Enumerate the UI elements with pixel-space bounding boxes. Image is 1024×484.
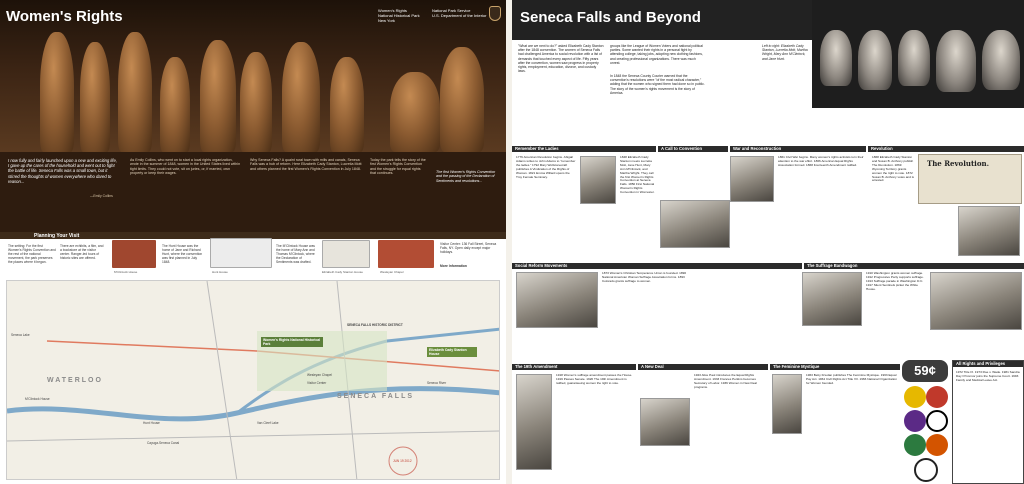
- library-stamp-date: JUN 19 2012: [393, 459, 412, 463]
- page-title: Women's Rights: [6, 8, 123, 25]
- building-caption: Wesleyan Chapel: [380, 270, 404, 274]
- visit-text: There are exhibits, a film, and a bookstore at the visitor center. Ranger-led tours of historic sites are offered.: [60, 244, 104, 261]
- timeline-text: 1918 Women's suffrage amendment passes the House. 1919 Passes Senate. 1920 The 19th Amendment is ratified, guaranteeing women the right to vote.: [556, 373, 633, 385]
- visit-text: The Hunt House was the home of Jane and Richard Hunt, where the convention was first planned in July 1848.: [162, 244, 203, 265]
- founders-portrait-strip: [812, 0, 1024, 108]
- statue-figure: [118, 32, 152, 152]
- park-meta-line: National Historical Park: [378, 13, 420, 18]
- protest-photo: [930, 272, 1022, 330]
- statue-figure: [440, 47, 484, 152]
- map-label: Cayuga-Seneca Canal: [147, 441, 180, 445]
- timeline-text: 1848 Elizabeth Cady Stanton meets Lucretia Mott, Jane Hunt, Mary Ann M'Clintock, and Martha Wright. They call the first Women's Rights Convention at Seneca Falls. 1850 First National Woman's Rights Convention in Worcester.: [620, 155, 655, 195]
- map-town-waterloo: WATERLOO: [47, 377, 103, 384]
- button-badge: [926, 434, 948, 456]
- timeline-text: 1873 Woman's Christian Temperance Union is founded. 1890 National American Woman Suffrage Association forms. 1893 Colorado grants suffrage to women.: [602, 271, 687, 283]
- visit-text: Visitor Center: 136 Fall Street, Seneca Falls, NY. Open daily except major holidays.: [440, 242, 497, 255]
- section-war-reconstruction: War and Reconstruction: [730, 146, 866, 152]
- section-remember-ladies: Remember the Ladies: [512, 146, 656, 152]
- button-badge: [904, 434, 926, 456]
- road-line: [7, 431, 500, 441]
- building-caption: Hunt House: [212, 270, 228, 274]
- statue-figure: [200, 40, 236, 152]
- button-badge: [914, 458, 938, 482]
- section-feminine-mystique: The Feminine Mystique: [770, 364, 900, 370]
- timeline-text: 1868 Elizabeth Cady Stanton and Susan B. Anthony publish The Revolution. 1869 Wyoming Territory grants women the right to vote. 1872 Susan B. Anthony votes and is arrested.: [872, 155, 914, 183]
- portrait: [820, 30, 852, 86]
- timeline-text: 1972 Title IX. 1973 Roe v. Wade. 1981 Sandra Day O'Connor joins the Supreme Court. 1993 Family and Medical Leave Act.: [956, 370, 1020, 382]
- section-call-to-convention: A Call to Convention: [658, 146, 728, 152]
- reform-photo: [516, 272, 598, 328]
- intro-text: Today the park tells the story of the first Women's Rights Convention and the struggle for equal rights that continues.: [370, 158, 426, 176]
- rights-box: [952, 360, 1024, 484]
- statue-figure: [240, 52, 272, 152]
- intro-text: As Emily Collins, who went on to start a local rights organization, wrote in the summer of 1848, women in the United States lived within tight limits. They could not vote, sit on juries, or, if married, own property or keep their wages.: [130, 158, 241, 176]
- map-town-seneca-falls: SENECA FALLS: [337, 393, 415, 400]
- intro-section: [0, 152, 506, 232]
- park-meta-line: Women's Rights: [378, 8, 407, 13]
- hunt-house-illustration: [210, 238, 272, 268]
- agency-meta-line: National Park Service: [432, 8, 471, 13]
- button-badge: [904, 410, 926, 432]
- map-tag-historic: SENECA FALLS HISTORIC DISTRICT: [347, 323, 403, 327]
- map-label: Seneca River: [427, 381, 447, 385]
- agency-meta: [432, 8, 486, 18]
- map-label: Hunt House: [143, 421, 160, 425]
- badge-59-cents: [902, 360, 948, 382]
- map-label: Visitor Center: [307, 381, 327, 385]
- map-tag-park: Women's Rights National Historical Park: [261, 337, 323, 347]
- agency-meta-line: U.S. Department of the Interior: [432, 13, 487, 18]
- side-quote: The first Women's Rights Convention and the passing of the Declaration of Sentiments and resolutions...: [436, 170, 496, 183]
- left-panel: [0, 0, 506, 484]
- section-19th-amendment: The 19th Amendment: [512, 364, 636, 370]
- seneca-river-path: [7, 389, 500, 419]
- portrait-photo: [730, 156, 774, 202]
- nps-arrowhead-icon: [489, 6, 501, 21]
- portrait: [858, 30, 892, 90]
- timeline-text: 1923 Alice Paul introduces the Equal Rights Amendment. 1933 Frances Perkins becomes Secretary of Labor. 1936 Women in New Deal programs.: [694, 373, 757, 389]
- portrait: [936, 30, 976, 92]
- more-info-heading: More Information: [440, 264, 467, 268]
- map-label: M'Clintock House: [25, 397, 50, 401]
- section-new-deal: A New Deal: [638, 364, 768, 370]
- portrait-caption: Left to right: Elizabeth Cady Stanton, Lucretia Mott, Martha Wright, Mary Ann M'Clintock, and Jane Hunt.: [762, 44, 808, 61]
- right-page-title: Seneca Falls and Beyond: [520, 9, 701, 26]
- badge-59-text: 59¢: [914, 363, 936, 378]
- visit-text: The M'Clintock House was the home of Mary Ann and Thomas M'Clintock, where the Declaration of Sentiments was drafted.: [276, 244, 315, 265]
- quote-author: —Emily Collins: [90, 194, 113, 198]
- portrait-photo: [958, 206, 1020, 256]
- portrait-photo: [772, 374, 802, 434]
- statue-figure: [80, 42, 110, 152]
- map-label: Seneca Lake: [11, 333, 30, 337]
- button-badge: [926, 386, 948, 408]
- portrait: [982, 30, 1020, 90]
- right-intro-text: In 1848 the Seneca County Courier warned that the convention's resolutions were "of the most radical character," adding that the women who signed them had done so in public. The story of the women's rights movement is the story of America.: [610, 74, 705, 95]
- map-label: Van Cleef Lake: [257, 421, 279, 425]
- group-photo: [660, 200, 730, 248]
- newspaper-title: The Revolution.: [927, 159, 990, 168]
- portrait-photo: [580, 156, 616, 204]
- suffragists-photo: [802, 272, 862, 326]
- suffragist-photo: [516, 374, 552, 470]
- intro-text: Why Seneca Falls? A quaint rural town with mills and canals, Seneca Falls was a hub of reform. Here Elizabeth Cady Stanton, Lucretia Mott and others planned the first Women's Rights Convention in July 1848.: [250, 158, 362, 171]
- right-panel: [512, 0, 1024, 484]
- right-intro-text: "What are we next to do?" asked Elizabeth Cady Stanton after the 1848 convention. The women of Seneca Falls had challenged America to social revolution with a list of demands that touched every aspect of life. Fifty years after the convention, women saw progress in property rights, employment, education, divorce, and custody laws.: [518, 44, 604, 74]
- section-suffrage-bandwagon: The Suffrage Bandwagon: [804, 263, 1024, 269]
- park-meta: [378, 8, 420, 23]
- statue-figure: [390, 72, 440, 152]
- building-caption: Elizabeth Cady Stanton House: [322, 270, 363, 274]
- road-line: [207, 281, 237, 480]
- section-social-reform: Social Reform Movements: [512, 263, 802, 269]
- statue-figure: [330, 57, 364, 152]
- statue-photo: [0, 0, 506, 152]
- statue-figure: [160, 57, 190, 152]
- wesleyan-chapel-illustration: [378, 240, 434, 268]
- timeline-text: 1910 Washington grants women suffrage. 1912 Progressive Party supports suffrage. 1913 Suffrage parade in Washington D.C. 1917 Silent Sentinels picket the White House.: [866, 271, 924, 291]
- button-badge: [926, 410, 948, 432]
- stanton-house-illustration: [322, 240, 370, 268]
- timeline-text: 1776 American Revolution begins. Abigail Adams writes to John Adams to "remember the ladies." 1792 Mary Wollstonecraft publishes A Vindication of the Rights of Woman. 1821 Emma Willard opens the Troy Female Seminary.: [516, 155, 576, 179]
- visit-text: The setting: For the first Women's Rights Convention and the rest of the national movement, the park preserves the places where it began.: [8, 244, 56, 265]
- revolution-newspaper: [918, 154, 1022, 204]
- portrait: [898, 30, 930, 86]
- button-badge: [904, 386, 926, 408]
- statue-figure: [40, 32, 74, 152]
- right-intro-text: groups like the League of Women Voters and national political parties. Some wanted their rights in a personal fight by attending college, taking jobs, adopting new clothing fashions, and creating professional organizations. There was much unrest.: [610, 44, 703, 65]
- map-tag-stanton: Elizabeth Cady Stanton House: [427, 347, 477, 357]
- park-meta-line: New York: [378, 18, 395, 23]
- mclintock-house-illustration: [112, 240, 156, 268]
- section-all-rights: All Rights and Privileges: [953, 361, 1023, 367]
- intro-quote: I now fully and fairly launched upon a new and exciting life, I gave up the cares of the household and went out to fight the battle of life. Seneca Falls was a small town, but it stirred the thoughts of women everywhere who dared to reason...: [8, 158, 117, 184]
- statue-figure: [282, 42, 320, 152]
- new-deal-photo: [640, 398, 690, 446]
- map-label: Wesleyan Chapel: [307, 373, 332, 377]
- area-map: [6, 280, 500, 480]
- timeline-text: 1861 Civil War begins. Many women's rights activists turn their attention to the war effort. 1866 American Equal Rights Association formed. 1868 Fourteenth Amendment ratified.: [778, 155, 864, 167]
- visit-title: Planning Your Visit: [34, 233, 80, 239]
- building-caption: M'Clintock House: [114, 270, 138, 274]
- timeline-text: 1963 Betty Friedan publishes The Feminine Mystique. 1963 Equal Pay Act. 1964 Civil Rights Act Title VII. 1966 National Organization for Women founded.: [806, 373, 897, 385]
- section-revolution: Revolution: [868, 146, 1024, 152]
